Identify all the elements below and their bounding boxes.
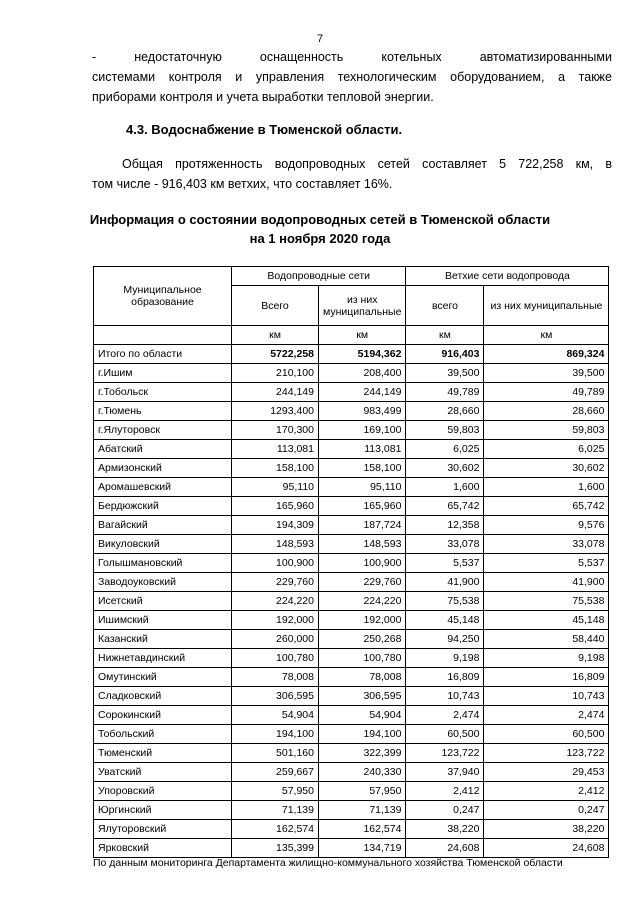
municipality-name: Тюменский — [94, 744, 232, 763]
table-total-row — [94, 345, 609, 364]
value-cell: 259,667 — [232, 763, 319, 782]
municipality-name: Ярковский — [94, 839, 232, 858]
value-cell: 45,148 — [406, 611, 484, 630]
source-note: По данным мониторинга Департамента жилищно-коммунального хозяйства Тюменской области — [93, 857, 563, 869]
table-row — [94, 706, 609, 725]
paragraph-line: Общая протяженность водопроводных сетей составляет 5 722,258 км, в — [122, 157, 612, 171]
value-cell: 33,078 — [484, 535, 609, 554]
table-row — [94, 649, 609, 668]
value-cell: 192,000 — [232, 611, 319, 630]
table-row — [94, 611, 609, 630]
value-cell: 2,474 — [484, 706, 609, 725]
value-cell: 57,950 — [319, 782, 406, 801]
value-cell: 60,500 — [484, 725, 609, 744]
value-cell: 78,008 — [232, 668, 319, 687]
units-empty-cell — [94, 326, 232, 345]
value-cell: 10,743 — [406, 687, 484, 706]
value-cell: 57,950 — [232, 782, 319, 801]
value-cell: 95,110 — [232, 478, 319, 497]
value-cell: 6,025 — [484, 440, 609, 459]
water-network-table — [93, 266, 609, 858]
header-dilapidated-networks: Ветхие сети водопровода — [406, 267, 609, 286]
municipality-name: Викуловский — [94, 535, 232, 554]
value-cell: 9,576 — [484, 516, 609, 535]
value-cell: 95,110 — [319, 478, 406, 497]
municipality-name: Нижнетавдинский — [94, 649, 232, 668]
value-cell: 24,608 — [484, 839, 609, 858]
value-cell: 54,904 — [319, 706, 406, 725]
table-units-row — [94, 326, 609, 345]
table-row — [94, 554, 609, 573]
value-cell: 113,081 — [319, 440, 406, 459]
value-cell: 100,780 — [319, 649, 406, 668]
value-cell: 983,499 — [319, 402, 406, 421]
value-cell: 41,900 — [406, 573, 484, 592]
table-row — [94, 668, 609, 687]
paragraph-network-length — [92, 154, 612, 194]
municipality-name: Исетский — [94, 592, 232, 611]
value-cell: 78,008 — [319, 668, 406, 687]
value-cell: 194,309 — [232, 516, 319, 535]
municipality-name: Аромашевский — [94, 478, 232, 497]
municipality-name: г.Тюмень — [94, 402, 232, 421]
table-row — [94, 516, 609, 535]
value-cell: 9,198 — [406, 649, 484, 668]
table-row — [94, 440, 609, 459]
value-cell: 30,602 — [484, 459, 609, 478]
value-cell: 229,760 — [232, 573, 319, 592]
paragraph-line: - недостаточную оснащенность котельных автоматизированными — [92, 50, 612, 64]
value-cell: 135,399 — [232, 839, 319, 858]
value-cell: 187,724 — [319, 516, 406, 535]
value-cell: 6,025 — [406, 440, 484, 459]
value-cell: 2,412 — [406, 782, 484, 801]
unit-cell: км — [484, 326, 609, 345]
value-cell: 100,900 — [232, 554, 319, 573]
header-municipality: Муниципальное образование — [94, 267, 232, 326]
value-cell: 28,660 — [484, 402, 609, 421]
value-cell: 1,600 — [484, 478, 609, 497]
table-title-line: на 1 ноября 2020 года — [249, 231, 391, 246]
value-cell: 244,149 — [232, 383, 319, 402]
value-cell: 250,268 — [319, 630, 406, 649]
header-water-networks: Водопроводные сети — [232, 267, 406, 286]
value-cell: 24,608 — [406, 839, 484, 858]
value-cell: 59,803 — [484, 421, 609, 440]
municipality-name: Сладковский — [94, 687, 232, 706]
value-cell: 1293,400 — [232, 402, 319, 421]
value-cell: 244,149 — [319, 383, 406, 402]
value-cell: 162,574 — [232, 820, 319, 839]
table-header-row — [94, 267, 609, 286]
value-cell: 65,742 — [484, 497, 609, 516]
region-name: Итого по области — [94, 345, 232, 364]
table-row — [94, 402, 609, 421]
municipality-name: г.Ишим — [94, 364, 232, 383]
header-total-dilapidated: всего — [406, 286, 484, 326]
value-cell: 224,220 — [319, 592, 406, 611]
value-cell: 71,139 — [232, 801, 319, 820]
value-cell: 158,100 — [232, 459, 319, 478]
table-row — [94, 744, 609, 763]
paragraph-line: том числе - 916,403 км ветхих, что составляет 16%. — [92, 177, 393, 191]
value-cell: 169,100 — [319, 421, 406, 440]
value-cell: 5,537 — [406, 554, 484, 573]
table-row — [94, 573, 609, 592]
value-cell: 38,220 — [484, 820, 609, 839]
municipality-name: Тобольский — [94, 725, 232, 744]
table-row — [94, 820, 609, 839]
municipality-name: Вагайский — [94, 516, 232, 535]
value-cell: 54,904 — [232, 706, 319, 725]
value-cell: 41,900 — [484, 573, 609, 592]
table-row — [94, 497, 609, 516]
paragraph-line: приборами контроля и учета выработки тепловой энергии. — [92, 90, 434, 104]
municipality-name: Бердюжский — [94, 497, 232, 516]
value-cell: 75,538 — [484, 592, 609, 611]
value-cell: 260,000 — [232, 630, 319, 649]
value-cell: 240,330 — [319, 763, 406, 782]
table-row — [94, 801, 609, 820]
value-cell: 165,960 — [232, 497, 319, 516]
value-cell: 49,789 — [484, 383, 609, 402]
table-row — [94, 478, 609, 497]
value-cell: 2,474 — [406, 706, 484, 725]
value-cell: 38,220 — [406, 820, 484, 839]
value-cell: 162,574 — [319, 820, 406, 839]
value-cell: 45,148 — [484, 611, 609, 630]
value-cell: 75,538 — [406, 592, 484, 611]
value-cell: 501,160 — [232, 744, 319, 763]
value-cell: 158,100 — [319, 459, 406, 478]
table-row — [94, 782, 609, 801]
value-cell: 39,500 — [406, 364, 484, 383]
value-cell: 306,595 — [319, 687, 406, 706]
value-cell: 10,743 — [484, 687, 609, 706]
value-cell: 322,399 — [319, 744, 406, 763]
value-cell: 2,412 — [484, 782, 609, 801]
value-cell: 123,722 — [484, 744, 609, 763]
municipality-name: г.Тобольск — [94, 383, 232, 402]
municipality-name: Голышмановский — [94, 554, 232, 573]
municipality-name: Абатский — [94, 440, 232, 459]
paragraph-shortcomings — [92, 47, 612, 107]
value-cell: 192,000 — [319, 611, 406, 630]
municipality-name: г.Ялуторовск — [94, 421, 232, 440]
value-cell: 229,760 — [319, 573, 406, 592]
table-row — [94, 459, 609, 478]
municipality-name: Ялуторовский — [94, 820, 232, 839]
table-row — [94, 421, 609, 440]
value-cell: 30,602 — [406, 459, 484, 478]
value-cell: 1,600 — [406, 478, 484, 497]
table-rows — [94, 364, 609, 858]
value-cell: 306,595 — [232, 687, 319, 706]
value-cell: 65,742 — [406, 497, 484, 516]
value-cell: 0,247 — [484, 801, 609, 820]
value-cell: 113,081 — [232, 440, 319, 459]
value-cell: 123,722 — [406, 744, 484, 763]
value-cell: 5,537 — [484, 554, 609, 573]
municipality-name: Казанский — [94, 630, 232, 649]
municipality-name: Омутинский — [94, 668, 232, 687]
header-total: Всего — [232, 286, 319, 326]
value-cell: 5722,258 — [232, 345, 319, 364]
value-cell: 5194,362 — [319, 345, 406, 364]
value-cell: 194,100 — [319, 725, 406, 744]
value-cell: 194,100 — [232, 725, 319, 744]
value-cell: 39,500 — [484, 364, 609, 383]
value-cell: 869,324 — [484, 345, 609, 364]
value-cell: 170,300 — [232, 421, 319, 440]
municipality-name: Ишимский — [94, 611, 232, 630]
value-cell: 224,220 — [232, 592, 319, 611]
value-cell: 16,809 — [484, 668, 609, 687]
value-cell: 60,500 — [406, 725, 484, 744]
value-cell: 29,453 — [484, 763, 609, 782]
value-cell: 58,440 — [484, 630, 609, 649]
page-number: 7 — [316, 33, 324, 45]
value-cell: 100,780 — [232, 649, 319, 668]
table-row — [94, 725, 609, 744]
value-cell: 49,789 — [406, 383, 484, 402]
section-heading: 4.3. Водоснабжение в Тюменской области. — [126, 122, 403, 137]
value-cell: 134,719 — [319, 839, 406, 858]
table-row — [94, 630, 609, 649]
municipality-name: Юргинский — [94, 801, 232, 820]
value-cell: 0,247 — [406, 801, 484, 820]
table-row — [94, 687, 609, 706]
table-row — [94, 383, 609, 402]
value-cell: 94,250 — [406, 630, 484, 649]
value-cell: 100,900 — [319, 554, 406, 573]
municipality-name: Армизонский — [94, 459, 232, 478]
header-municipal-dilapidated: из них муниципальные — [484, 286, 609, 326]
municipality-name: Уватский — [94, 763, 232, 782]
value-cell: 210,100 — [232, 364, 319, 383]
value-cell: 916,403 — [406, 345, 484, 364]
value-cell: 33,078 — [406, 535, 484, 554]
municipality-name: Упоровский — [94, 782, 232, 801]
value-cell: 165,960 — [319, 497, 406, 516]
value-cell: 148,593 — [232, 535, 319, 554]
municipality-name: Сорокинский — [94, 706, 232, 725]
value-cell: 16,809 — [406, 668, 484, 687]
table-row — [94, 839, 609, 858]
value-cell: 9,198 — [484, 649, 609, 668]
value-cell: 71,139 — [319, 801, 406, 820]
value-cell: 59,803 — [406, 421, 484, 440]
table-row — [94, 592, 609, 611]
table-row — [94, 364, 609, 383]
table-row — [94, 535, 609, 554]
unit-cell: км — [319, 326, 406, 345]
value-cell: 12,358 — [406, 516, 484, 535]
paragraph-line: системами контроля и управления технологическим оборудованием, а также — [92, 70, 612, 84]
table-title — [0, 210, 640, 248]
unit-cell: км — [406, 326, 484, 345]
value-cell: 208,400 — [319, 364, 406, 383]
municipality-name: Заводоуковский — [94, 573, 232, 592]
value-cell: 148,593 — [319, 535, 406, 554]
header-municipal: из них муниципальные — [319, 286, 406, 326]
table-title-line: Информация о состоянии водопроводных сетей в Тюменской области — [89, 212, 551, 227]
table-row — [94, 763, 609, 782]
unit-cell: км — [232, 326, 319, 345]
value-cell: 28,660 — [406, 402, 484, 421]
value-cell: 37,940 — [406, 763, 484, 782]
